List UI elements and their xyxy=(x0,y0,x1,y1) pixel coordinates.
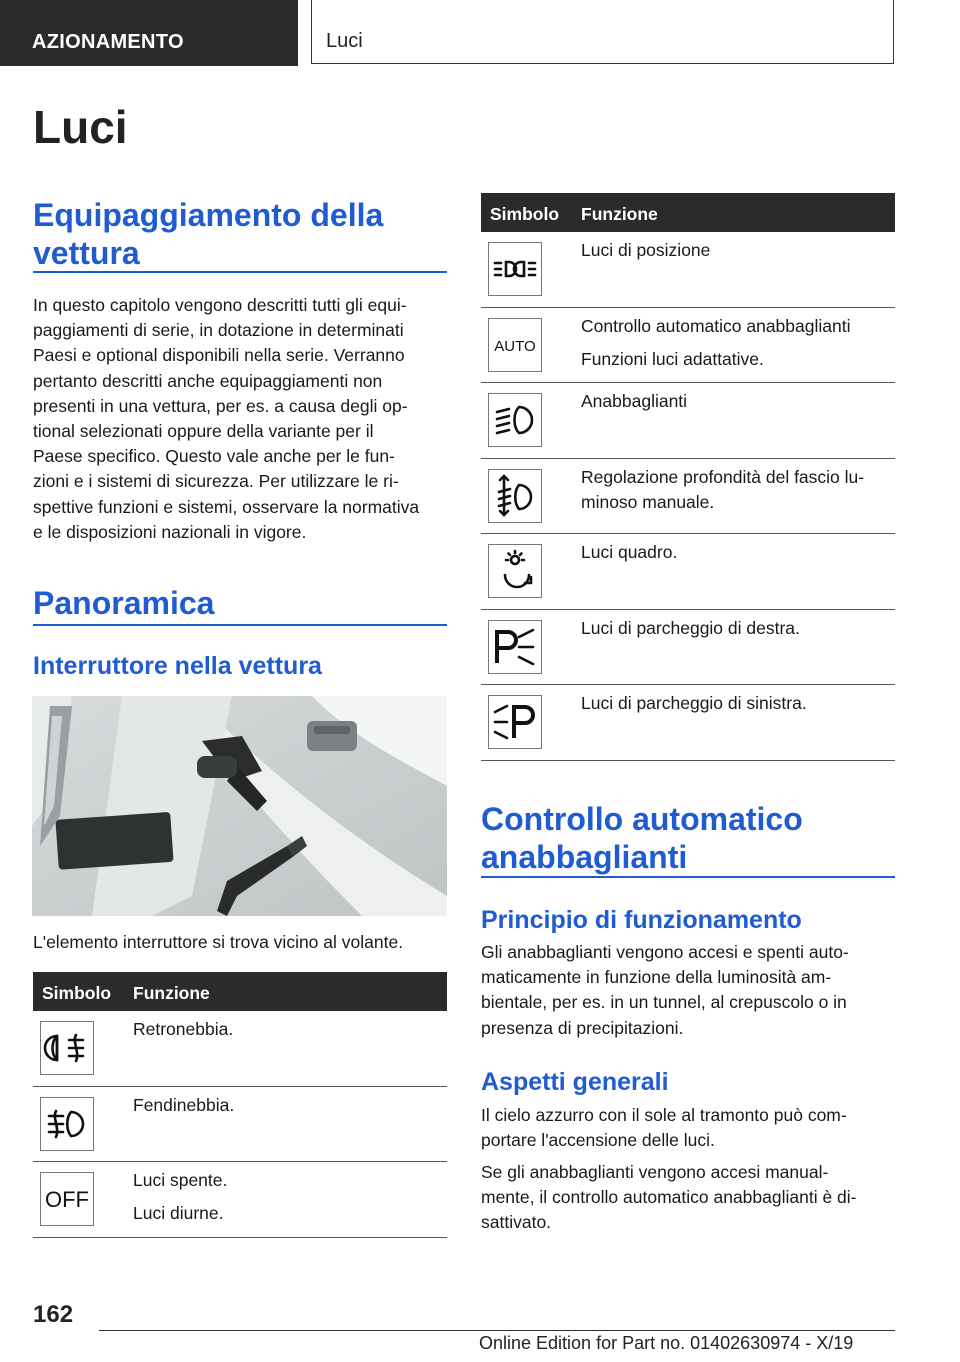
rear-fog-light-icon xyxy=(40,1021,94,1075)
function-cell xyxy=(581,389,687,422)
table-row xyxy=(481,534,895,610)
aspetti-paragraph-1 xyxy=(481,1103,847,1153)
photo-caption: L'elemento interruttore si trova vicino al volante. xyxy=(33,932,404,952)
heading-rule xyxy=(481,876,895,878)
page-title: Luci xyxy=(33,101,128,153)
function-cell xyxy=(133,1093,234,1126)
side-lights-icon xyxy=(488,242,542,296)
table-row xyxy=(481,232,895,308)
text-line: mente, il controllo automatico anabbaglianti è di- xyxy=(481,1187,857,1208)
text-line: sattivato. xyxy=(481,1212,552,1233)
function-text: Luci spente. xyxy=(133,1170,228,1190)
heading-interruttore: Interruttore nella vettura xyxy=(33,652,322,680)
heading-rule xyxy=(33,271,447,273)
function-cell xyxy=(581,238,710,271)
chapter-tab xyxy=(311,0,894,64)
section-label: AZIONAMENTO xyxy=(32,31,184,53)
parking-light-right-icon xyxy=(488,620,542,674)
function-text: Luci di parcheggio di destra. xyxy=(581,617,800,638)
off-icon xyxy=(40,1172,94,1226)
function-text: Luci di posizione xyxy=(581,240,711,260)
text-line: Se gli anabbaglianti vengono accesi manual- xyxy=(481,1162,829,1182)
heading-line: Controllo automatico xyxy=(481,801,803,837)
table-row xyxy=(33,1087,447,1163)
heading-panoramica: Panoramica xyxy=(33,585,215,621)
symbols-table-left xyxy=(33,972,447,1238)
text-line: tional selezionati oppure della variante per il xyxy=(33,421,374,442)
steering-switch-photo xyxy=(32,696,447,916)
heading-principio: Principio di funzionamento xyxy=(481,906,802,934)
text-line: e le disposizioni nazionali in vigore. xyxy=(33,521,307,542)
icon-label: AUTO xyxy=(494,337,536,355)
function-cell xyxy=(581,616,800,649)
heading-aspetti: Aspetti generali xyxy=(481,1068,669,1096)
function-cell xyxy=(581,540,677,573)
text-line: In questo capitolo vengono descritti tutti gli equi- xyxy=(33,295,407,315)
text-line: spettive funzioni e sistemi, osservare la normativa xyxy=(33,496,420,517)
table-row xyxy=(481,308,895,384)
text-line: Gli anabbaglianti vengono accesi e spenti auto- xyxy=(481,942,849,962)
heading-rule xyxy=(33,624,447,626)
footer-edition: Online Edition for Part no. 01402630974 - X/19 xyxy=(479,1333,854,1353)
heading-line: vettura xyxy=(33,235,140,271)
table-row xyxy=(481,459,895,535)
function-cell xyxy=(133,1017,233,1050)
function-text: Fendinebbia. xyxy=(133,1094,235,1115)
heading-controllo-automatico xyxy=(481,800,803,876)
chapter-label: Luci xyxy=(326,30,363,52)
text-line: portare l'accensione delle luci. xyxy=(481,1130,715,1151)
function-cell xyxy=(581,691,807,724)
table-header xyxy=(33,972,447,1011)
table-row xyxy=(481,685,895,761)
header-function: Funzione xyxy=(581,204,658,224)
table-row xyxy=(33,1162,447,1238)
function-cell xyxy=(581,465,864,523)
text-line: Il cielo azzurro con il sole al tramonto può com- xyxy=(481,1105,847,1125)
text-line: paggiamenti di serie, in dotazione in determinati xyxy=(33,320,404,341)
header-function: Funzione xyxy=(133,983,210,1003)
function-text: Luci di parcheggio di sinistra. xyxy=(581,693,807,713)
instrument-lighting-icon xyxy=(488,544,542,598)
principio-paragraph xyxy=(481,940,849,1041)
footer-rule xyxy=(99,1330,895,1331)
low-beam-icon xyxy=(488,393,542,447)
text-line: pertanto descritti anche equipaggiamenti non xyxy=(33,370,383,391)
text-line: Paesi e optional disponibili nella serie. Verranno xyxy=(33,345,405,366)
function-text: Luci quadro. xyxy=(581,542,678,562)
function-text: Anabbaglianti xyxy=(581,391,688,411)
parking-light-left-icon xyxy=(488,695,542,749)
text-line: Paese specifico. Questo vale anche per le fun- xyxy=(33,446,395,467)
table-row xyxy=(481,383,895,459)
front-fog-light-icon xyxy=(40,1097,94,1151)
text-line: presenza di precipitazioni. xyxy=(481,1017,684,1038)
header-symbol: Simbolo xyxy=(490,204,560,224)
function-text: Regolazione profondità del fascio lu- minoso manuale. xyxy=(581,466,865,512)
text-line: zioni e i sistemi di sicurezza. Per utilizzare le ri- xyxy=(33,471,399,492)
auto-headlight-icon xyxy=(488,318,542,372)
function-text: Funzioni luci adattative. xyxy=(581,348,764,369)
table-row xyxy=(33,1011,447,1087)
heading-line: anabbaglianti xyxy=(481,839,688,875)
aspetti-paragraph-2 xyxy=(481,1160,857,1236)
symbols-table-right xyxy=(481,193,895,761)
table-header xyxy=(481,193,895,232)
heading-equipaggiamento xyxy=(33,196,383,272)
header-symbol: Simbolo xyxy=(42,983,112,1003)
text-line: presenti in una vettura, per es. a causa degli op- xyxy=(33,395,408,416)
text-line: maticamente in funzione della luminosità am- xyxy=(481,967,832,988)
function-cell xyxy=(581,314,850,380)
equipment-paragraph xyxy=(33,293,419,545)
function-text: Controllo automatico anabbaglianti xyxy=(581,315,851,336)
function-text: Retronebbia. xyxy=(133,1019,234,1039)
page-number: 162 xyxy=(33,1301,74,1328)
icon-label: OFF xyxy=(45,1187,89,1212)
headlight-range-icon xyxy=(488,469,542,523)
heading-line: Equipaggiamento della xyxy=(33,197,384,233)
section-tab xyxy=(0,0,298,66)
table-row xyxy=(481,610,895,686)
function-text: Luci diurne. xyxy=(133,1203,224,1223)
function-cell xyxy=(133,1168,227,1234)
text-line: bientale, per es. in un tunnel, al crepuscolo o in xyxy=(481,992,847,1013)
